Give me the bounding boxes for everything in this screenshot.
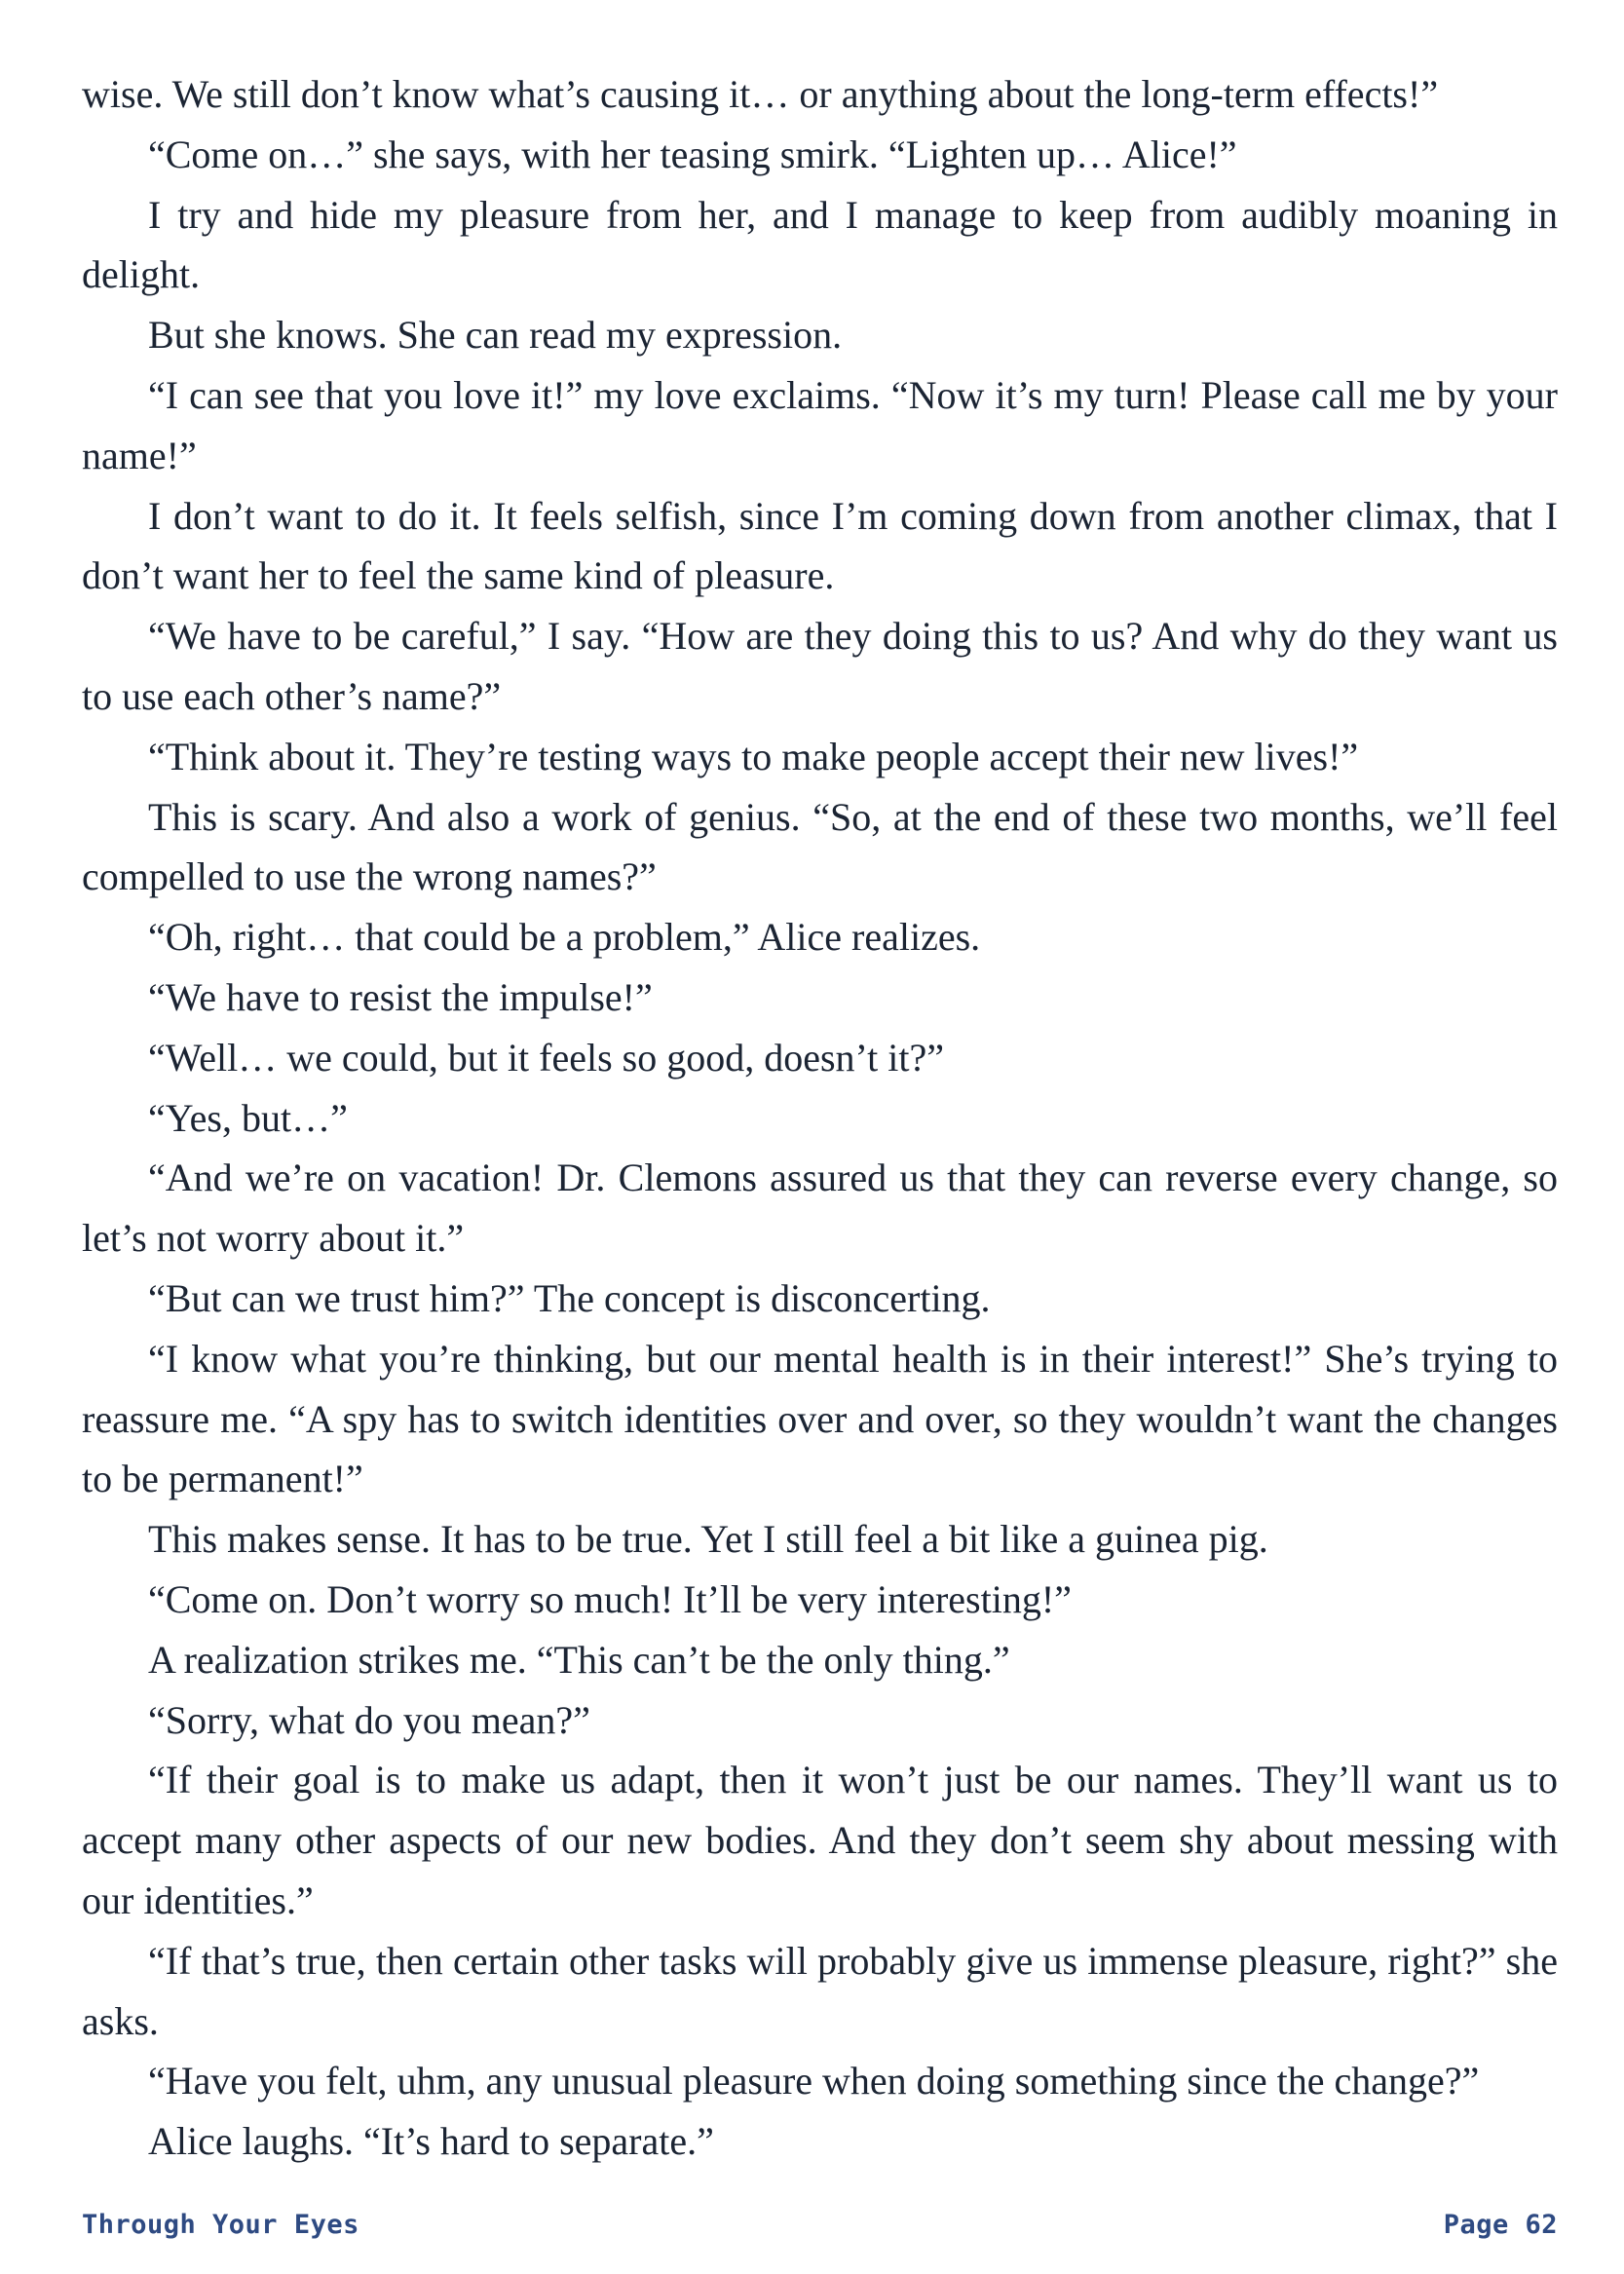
paragraph: “Sorry, what do you mean?” [148,1697,590,1742]
paragraph: I don’t want to do it. It feels selfish, since I’m coming down from another climax, that I don’t want her to feel the same kind of pleasure. [82,493,1558,598]
paragraph: “I know what you’re thinking, but our mental health is in their interest!” She’s trying to reassure me. “A spy has to switch identities over and over, so they wouldn’t want the changes to be permanent!” [82,1336,1558,1501]
paragraph: “If their goal is to make us adapt, then it won’t just be our names. They’ll want us to accept many other aspects of our new bodies. And they don’t seem shy about messing with our identities.” [82,1758,1558,1922]
paragraph: wise. We still don’t know what’s causing it… or anything about the long-term effects!” [82,72,1439,116]
paragraph: “I can see that you love it!” my love exclaims. “Now it’s my turn! Please call me by your name!” [82,372,1558,477]
paragraph: “Come on…” she says, with her teasing smirk. “Lighten up… Alice!” [148,132,1237,176]
paragraph: This makes sense. It has to be true. Yet I still feel a bit like a guinea pig. [148,1517,1268,1562]
paragraph: But she knows. She can read my expression. [148,313,843,358]
paragraph: I try and hide my pleasure from her, and I manage to keep from audibly moaning in delight. [82,192,1558,297]
paragraph: “Have you felt, uhm, any unusual pleasure when doing something since the change?” [148,2059,1480,2103]
paragraph: “Yes, but…” [148,1095,348,1140]
paragraph: “We have to be careful,” I say. “How are they doing this to us? And why do they want us to use each other’s name?” [82,614,1558,718]
paragraph: “Come on. Don’t worry so much! It’ll be very interesting!” [148,1576,1072,1621]
footer-book-title: Through Your Eyes [82,2210,359,2240]
paragraph: This is scary. And also a work of genius. “So, at the end of these two months, we’ll feel compelled to use the wrong names?” [82,794,1558,899]
body-text [82,64,1558,2172]
paragraph: “Well… we could, but it feels so good, doesn’t it?” [148,1035,944,1080]
paragraph: A realization strikes me. “This can’t be the only thing.” [148,1637,1010,1682]
paragraph: “Oh, right… that could be a problem,” Alice realizes. [148,915,981,960]
page-footer [82,2210,1558,2249]
paragraph: “But can we trust him?” The concept is disconcerting. [148,1275,991,1320]
paragraph: “We have to resist the impulse!” [148,974,653,1019]
paragraph: “And we’re on vacation! Dr. Clemons assured us that they can reverse every change, so let’s not worry about it.” [82,1156,1558,1261]
paragraph: “Think about it. They’re testing ways to make people accept their new lives!” [148,734,1359,778]
footer-page-number: Page 62 [1443,2210,1558,2240]
paragraph: Alice laughs. “It’s hard to separate.” [148,2119,714,2164]
paragraph: “If that’s true, then certain other tasks will probably give us immense pleasure, right?” she asks. [82,1938,1558,2043]
